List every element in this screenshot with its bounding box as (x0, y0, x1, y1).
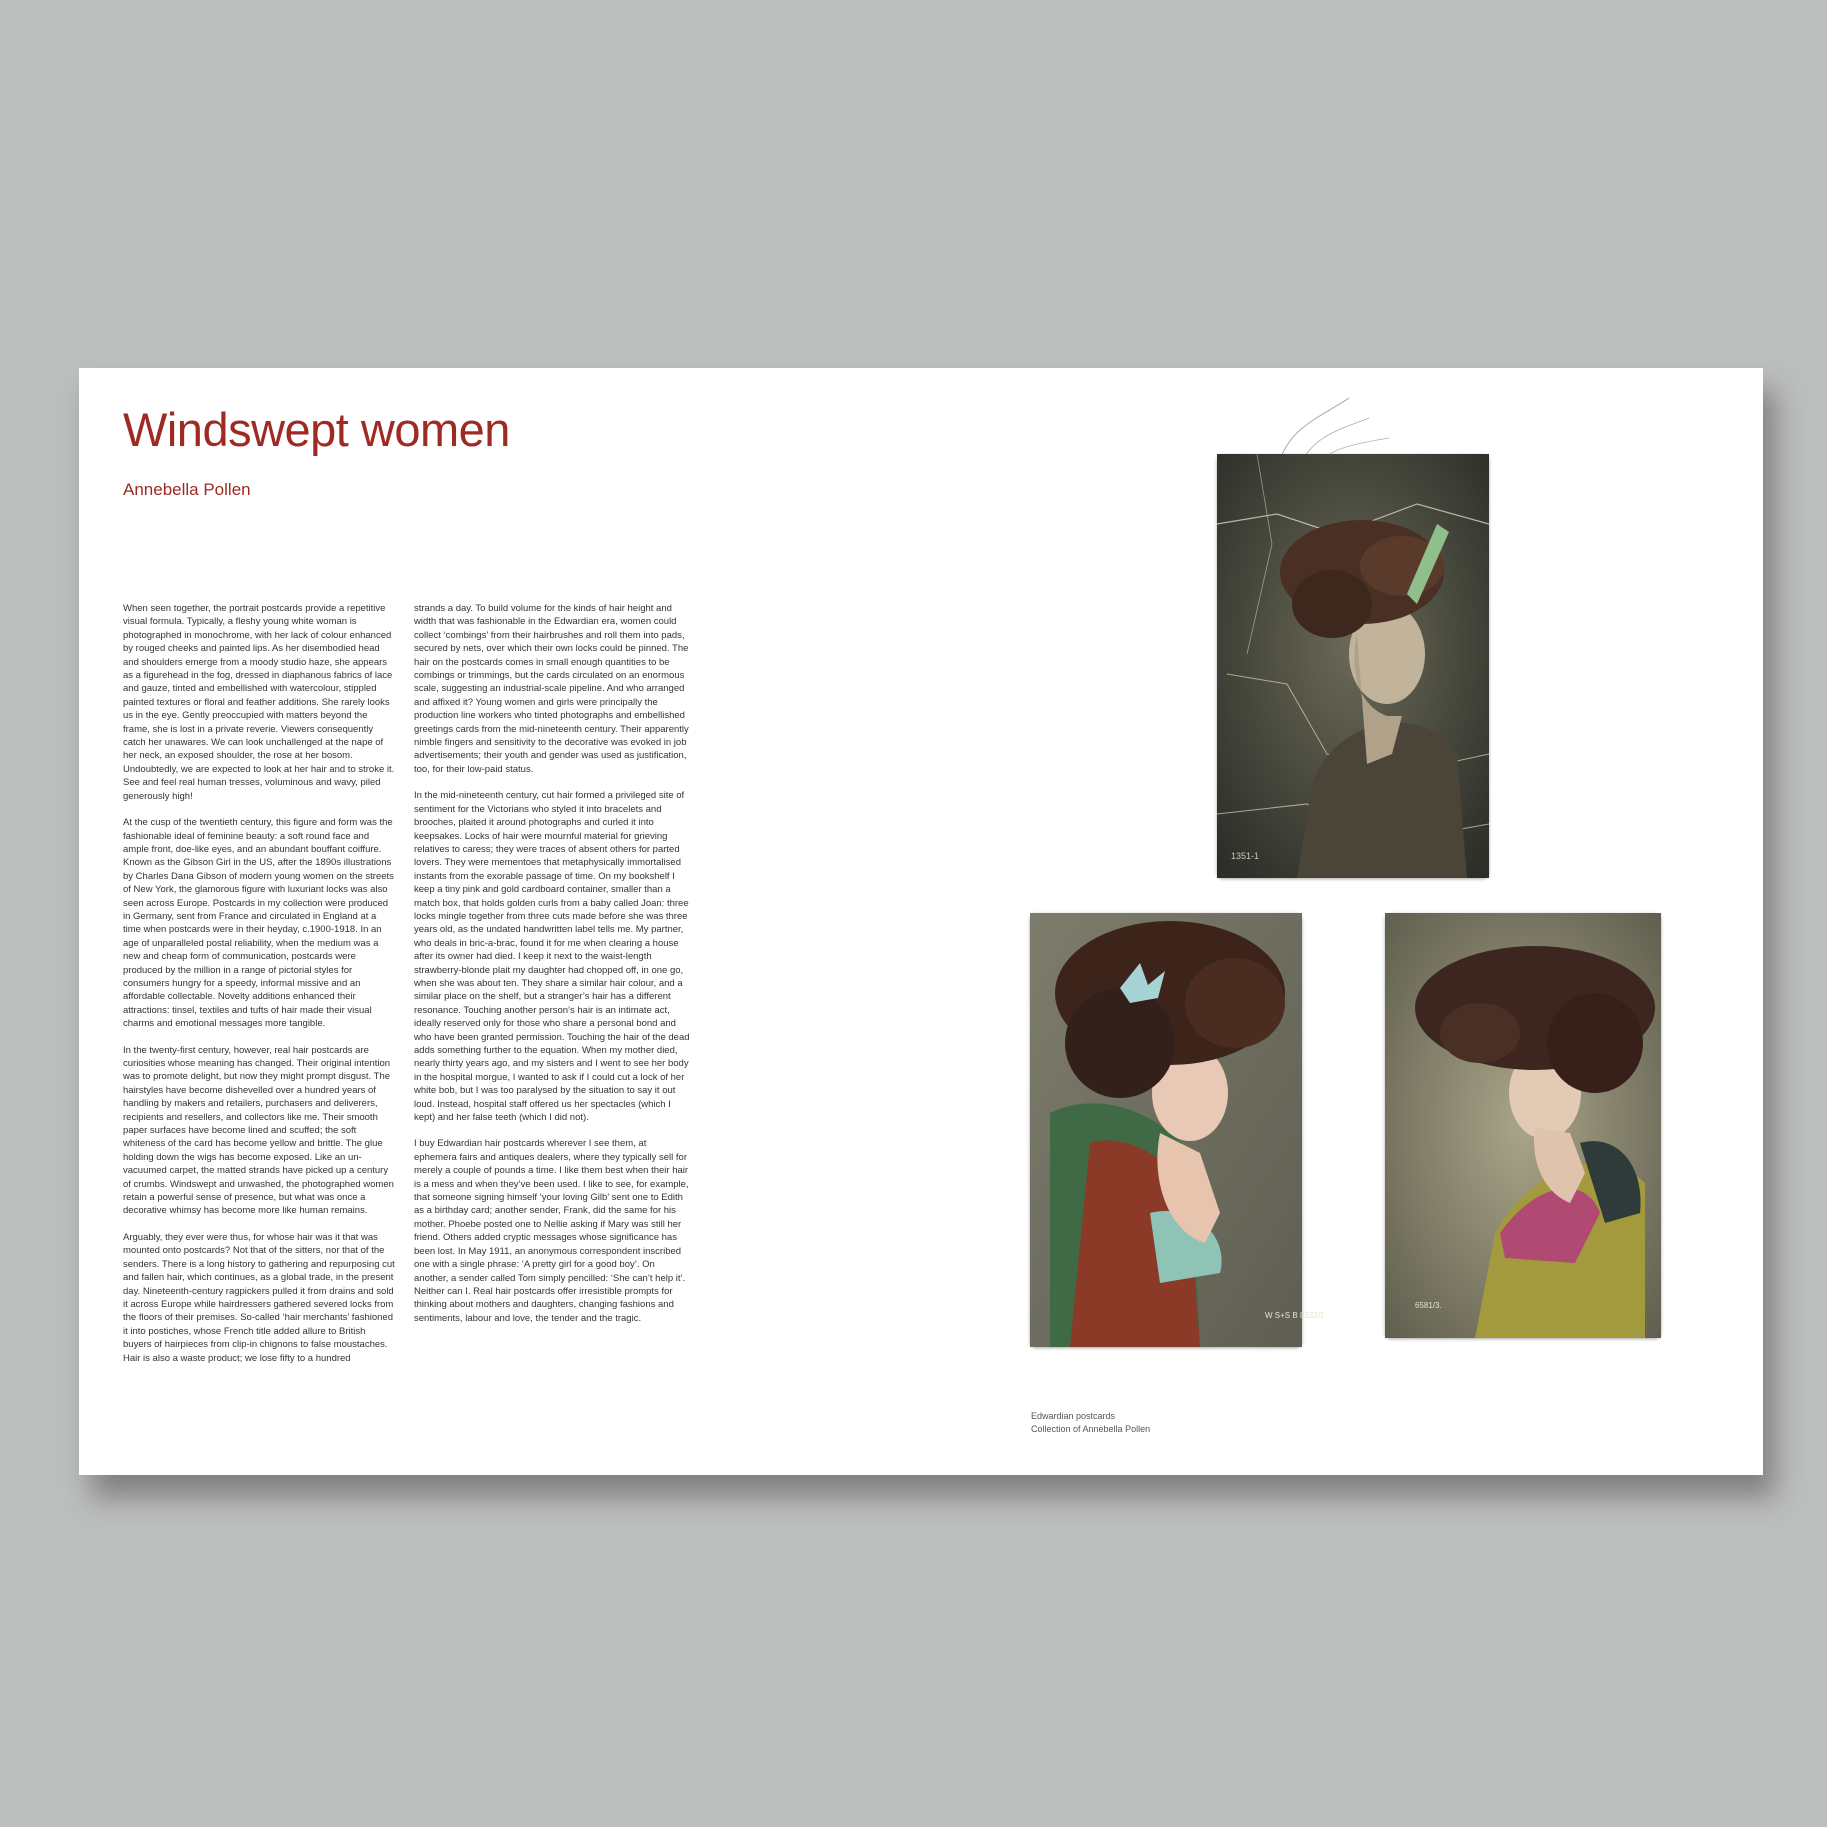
paragraph: In the twenty-first century, however, real hair postcards are curiosities whose meaning has changed. Their original intention was to promote delight, but now they might prompt disgust. The hairstyles have become dishevelled over a hundred years of handling by makers and retailers, purchasers and deliverers, recipients and resellers, and collectors like me. Their smooth paper surfaces have become lined and scuffed; the soft whiteness of the card has become yellow and brittle. The glue holding down the wigs has become exposed. Like an un-vacuumed carpet, the matted strands have picked up a century of crumbs. Windswept and unwashed, the photographed women retain a powerful sense of presence, but what was once a decorative whimsy has become more like human remains. (123, 1044, 394, 1217)
paragraph: In the mid-nineteenth century, cut hair formed a privileged site of sentiment for the Victorians who styled it into bracelets and brooches, plaited it around photographs and curled it into keepsakes. Locks of hair were mournful material for grieving relatives to caress; they were traces of absent others for parted lovers. They were mementoes that metaphysically immortalised instants from the exorable passage of time. On my bookshelf I keep a tiny pink and gold cardboard container, smaller than a match box, that holds golden curls from a baby called Joan: three locks mingle together from three cuts made before she was three years old, as the undated handwritten label tells me. My partner, who deals in bric-a-brac, found it for me when clearing a house after its owner had died. I keep it next to the waist-length strawberry-blonde plait my daughter had chopped off, in one go, when she was about ten. They share a similar hair colour, and a similar place on the shelf, but a stranger’s hair has a different resonance. Touching another person’s hair is an intimate act, ideally reserved only for those who share a personal bond and who have been granted permission. Touching the hair of the dead adds something further to the equation. When my mother died, nearly thirty years ago, and my sisters and I went to see her body in the hospital morgue, I wanted to ask if I could cut a lock of her white bob, but I was too paralysed by the situation to say it out loud. Instead, hospital staff offered us her spectacles (which I kept) and her false teeth (which I did not). (414, 790, 690, 1124)
postcard-mark: W S+S B 8332/1 (1265, 1311, 1325, 1320)
paragraph: Arguably, they ever were thus, for whose hair was it that was mounted onto postcards? Not that of the sitters, nor that of the senders. There is a long history to gathering and repurposing cut and fallen hair, which continues, as a global trade, in the present day. Nineteenth-century ragpickers pulled it from drains and sold it across Europe while hairdressers gathered severed locks from the floors of their premises. So-called ‘hair merchants’ fashioned it into postiches, whose French title added allure to British buyers of hairpieces from clip-in chignons to false moustaches. Hair is also a waste product; we lose fifty to a hundred (123, 1231, 395, 1364)
paragraph: When seen together, the portrait postcards provide a repetitive visual formula. Typically, a fleshy young white woman is photographed in monochrome, with her lack of colour enhanced by rouged cheeks and painted lips. As her disembodied head and shoulders emerge from a moody studio haze, she appears as a figurehead in the fog, dressed in diaphanous fabrics of lace and gauze, tinted and embellished with watercolour, stippled painted textures or floral and feather additions. She rarely looks us in the eye. Gently preoccupied with matters beyond the frame, she is lost in a private reverie. Viewers consequently catch her unawares. We can look unchallenged at the nape of her neck, an exposed shoulder, the rose at her bosom. Undoubtedly, we are expected to look at her hair and to stroke it. See and feel real human tresses, voluminous and wavy, piled generously high! (123, 603, 395, 802)
book-spread (79, 368, 1763, 1475)
postcard-mark: 6581/3. (1415, 1301, 1442, 1310)
text-column-right (414, 602, 691, 1338)
paragraph: I buy Edwardian hair postcards wherever I see them, at ephemera fairs and antiques dealers, where they typically sell for merely a couple of pounds a time. I like them best when their hair is a mess and when they’ve been used. I like to see, for example, that someone signing himself ‘your loving Gilb’ sent one to Edith as a birthday card; another sender, Frank, did the same for his mother. Phoebe posted one to Nellie asking if Mary was still her friend. Others added cryptic messages whose significance has been lost. In May 1911, an anonymous correspondent inscribed one with a single phrase: ‘A pretty girl for a good boy’. On another, a sender called Tom simply pencilled: ‘She can’t help it’. Neither can I. Real hair postcards offer irresistible prompts for thinking about mothers and daughters, changing fashions and sentiments, labour and love, the tender and the tragic. (414, 1138, 689, 1324)
text-column-left (123, 602, 395, 1378)
article-author: Annebella Pollen (123, 480, 251, 499)
postcard-mark: 1351-1 (1231, 851, 1260, 861)
caption-line: Collection of Annebella Pollen (1031, 1424, 1151, 1434)
caption-line: Edwardian postcards (1031, 1411, 1116, 1421)
article-title: Windswept women (123, 403, 510, 456)
postcard-woman-fur-collar (1385, 913, 1661, 1338)
postcard-woman-blue-bow (1030, 913, 1325, 1347)
paragraph: strands a day. To build volume for the kinds of hair height and width that was fashionable in the Edwardian era, women could collect ‘combings’ from their hairbrushes and roll them into pads, secured by nets, over which their own locks could be pinned. The hair on the postcards comes in small enough quantities to be combings or trimmings, but the cards circulated on an enormous scale, suggesting an industrial-scale pipeline. And who arranged and affixed it? Young women and girls were principally the production line workers who tinted photographs and embellished greetings cards from the mid-nineteenth century. Their apparently nimble fingers and sensitivity to the decorative was evoked in job advertisements; their youth and gender was used as justification, too, for their low-paid status. (414, 603, 689, 775)
image-caption (1031, 1410, 1150, 1436)
paragraph: At the cusp of the twentieth century, this figure and form was the fashionable ideal of feminine beauty: a soft round face and ample front, doe-like eyes, and an abundant bouffant coiffure. Known as the Gibson Girl in the US, after the 1890s illustrations by Charles Dana Gibson of modern young women on the streets of New York, the glamorous figure with luxuriant locks was also seen across Europe. Postcards in my collection were produced in Germany, sent from France and circulated in England at a time when postcards were in their heyday, c.1900-1918. In an age of unparalleled postal reliability, when the medium was a new and cheap form of communication, postcards were produced by the million in a range of pictorial styles for consumers hungry for a speedy, informal missive and an affordable collectable. Novelty additions enhanced their attractions: tinsel, textiles and tufts of hair made their visual charms and emotional messages more tangible. (123, 817, 394, 1030)
postcard-woman-green-feather (1217, 454, 1489, 878)
